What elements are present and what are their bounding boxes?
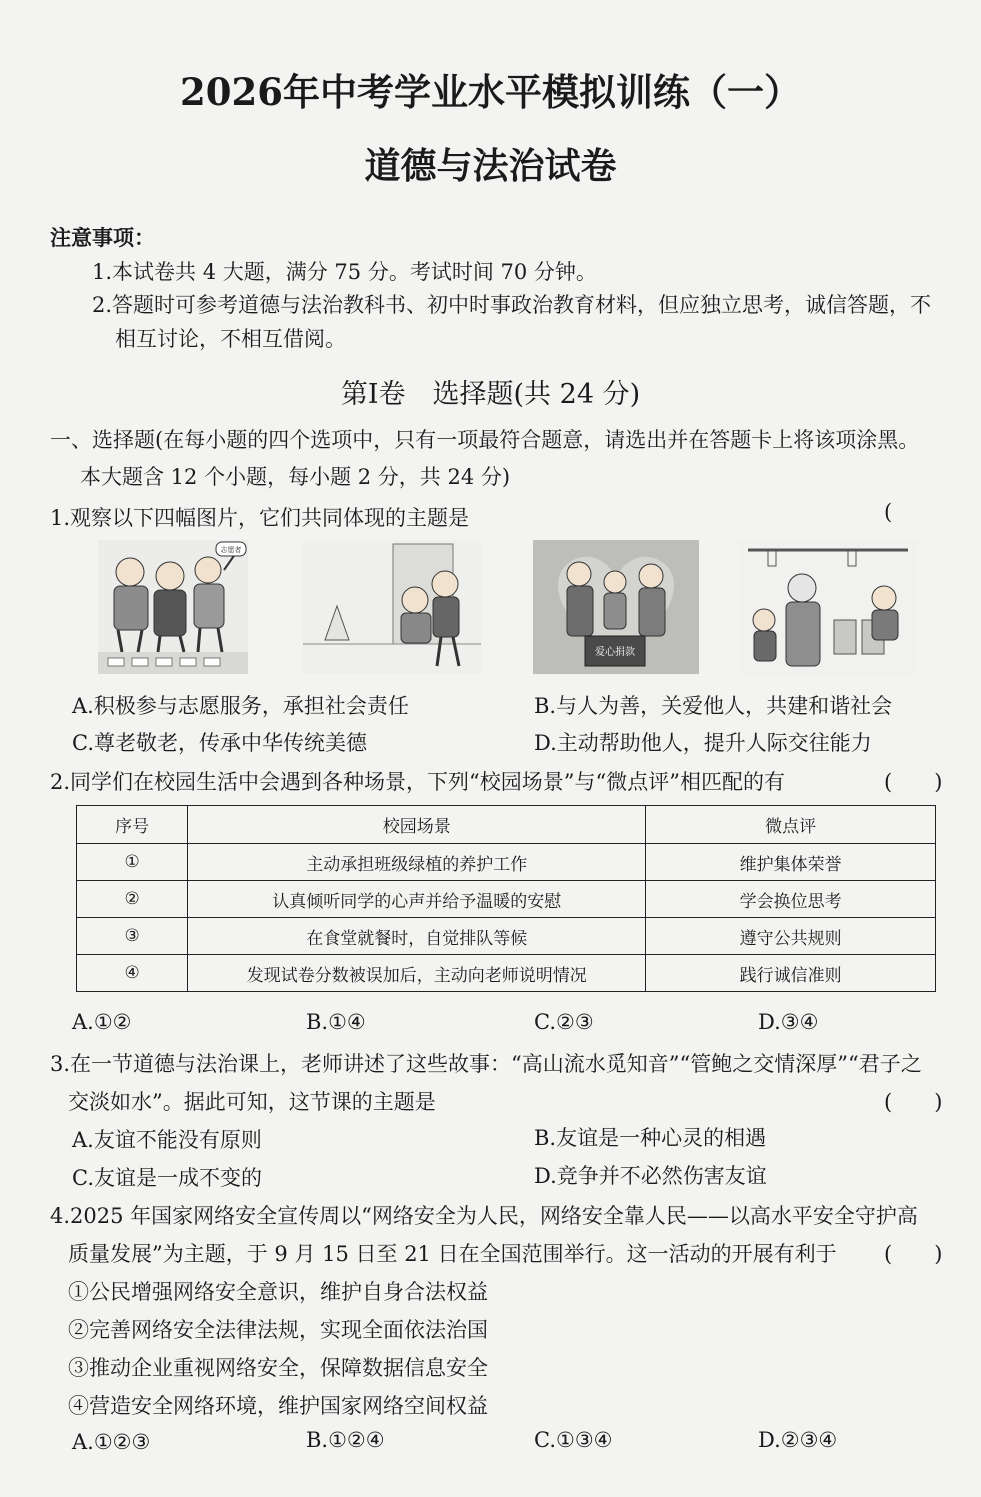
note-item: 2.答题时可参考道德与法治教科书、初中时事政治教育材料，但应独立思考，诚信答题，不: [92, 293, 932, 317]
answer-paren: ( ): [884, 770, 943, 794]
table-row: [77, 844, 936, 881]
table-row: [77, 918, 936, 955]
table-cell: ④: [77, 955, 188, 992]
q3-stem: 3.在一节道德与法治课上，老师讲述了这些故事：“高山流水觅知音”“管鲍之交情深厚”“君子之: [50, 1052, 922, 1076]
table-cell: ②: [77, 881, 188, 918]
q3-option-d: D.竞争并不必然伤害友谊: [534, 1164, 767, 1188]
q1-images: [98, 540, 928, 680]
section-instruction: 本大题含 12 个小题，每小题 2 分，共 24 分): [80, 465, 511, 489]
q1-stem: 1.观察以下四幅图片，它们共同体现的主题是: [50, 506, 470, 530]
q4-item: ④营造安全网络环境，维护国家网络空间权益: [68, 1394, 488, 1418]
q4-option-a: A.①②③: [72, 1430, 151, 1454]
table-row: [77, 881, 936, 918]
q4-item: ①公民增强网络安全意识，维护自身合法权益: [68, 1280, 488, 1304]
q4-option-b: B.①②④: [306, 1428, 385, 1452]
scene-comment-table: [76, 805, 936, 992]
bus-seat-elder-illustration: [738, 540, 918, 674]
notes-heading: 注意事项：: [50, 225, 155, 250]
q2-option-c: C.②③: [534, 1010, 594, 1034]
section-instruction: 一、选择题(在每小题的四个选项中，只有一项最符合题意，请选出并在答题卡上将该项涂黑。: [50, 428, 920, 452]
pic-label: 爱心捐款: [595, 647, 635, 658]
pic-label: 志愿者: [220, 546, 242, 554]
table-cell: 认真倾听同学的心声并给予温暖的安慰: [188, 881, 646, 918]
exam-subject: 道德与法治试卷: [364, 145, 617, 187]
q1-option-a: A.积极参与志愿服务，承担社会责任: [72, 694, 409, 718]
table-header-row: [77, 806, 936, 844]
section-title: 第Ⅰ卷 选择题(共 24 分): [340, 379, 641, 410]
q3-option-a: A.友谊不能没有原则: [72, 1128, 262, 1152]
table-cell: 发现试卷分数被误加后，主动向老师说明情况: [188, 955, 646, 992]
table-header: 微点评: [646, 806, 936, 844]
q4-item: ②完善网络安全法律法规，实现全面依法治国: [68, 1318, 488, 1342]
q4-item: ③推动企业重视网络安全，保障数据信息安全: [68, 1356, 488, 1380]
q1-option-c: C.尊老敬老，传承中华传统美德: [72, 731, 367, 755]
answer-paren: (: [884, 500, 893, 524]
q3-stem: 交淡如水”。据此可知，这节课的主题是: [68, 1090, 436, 1114]
q1-option-d: D.主动帮助他人，提升人际交往能力: [534, 731, 872, 755]
answer-paren: ( ): [884, 1242, 943, 1266]
q2-option-d: D.③④: [758, 1010, 819, 1034]
q4-stem: 质量发展”为主题，于 9 月 15 日至 21 日在全国范围举行。这一活动的开展有利于: [68, 1242, 837, 1266]
table-row: [77, 955, 936, 992]
table-cell: 践行诚信准则: [646, 955, 936, 992]
q4-stem: 4.2025 年国家网络安全宣传周以“网络安全为人民，网络安全靠人民——以高水平安全守护高: [50, 1204, 918, 1228]
table-header: 序号: [77, 806, 188, 844]
table-cell: 学会换位思考: [646, 881, 936, 918]
q3-option-c: C.友谊是一成不变的: [72, 1166, 262, 1190]
note-item: 相互讨论，不相互借阅。: [115, 327, 346, 351]
table-cell: ①: [77, 844, 188, 881]
table-cell: ③: [77, 918, 188, 955]
note-item: 1.本试卷共 4 大题，满分 75 分。考试时间 70 分钟。: [92, 260, 597, 284]
exam-title: 2026年中考学业水平模拟训练（一）: [180, 70, 801, 114]
q4-option-d: D.②③④: [758, 1428, 838, 1452]
volunteers-crossing-illustration: [98, 540, 248, 674]
table-cell: 主动承担班级绿植的养护工作: [188, 844, 646, 881]
table-header: 校园场景: [188, 806, 646, 844]
answer-paren: ( ): [884, 1090, 943, 1114]
q1-option-b: B.与人为善，关爱他人，共建和谐社会: [534, 694, 893, 718]
q3-option-b: B.友谊是一种心灵的相遇: [534, 1126, 767, 1150]
child-helping-child-illustration: [303, 540, 481, 674]
table-cell: 维护集体荣誉: [646, 844, 936, 881]
q2-stem: 2.同学们在校园生活中会遇到各种场景，下列“校园场景”与“微点评”相匹配的有: [50, 770, 785, 794]
table-cell: 遵守公共规则: [646, 918, 936, 955]
charity-donation-illustration: [533, 540, 699, 674]
q4-option-c: C.①③④: [534, 1428, 613, 1452]
q2-option-a: A.①②: [72, 1010, 132, 1034]
table-cell: 在食堂就餐时，自觉排队等候: [188, 918, 646, 955]
q2-option-b: B.①④: [306, 1010, 366, 1034]
